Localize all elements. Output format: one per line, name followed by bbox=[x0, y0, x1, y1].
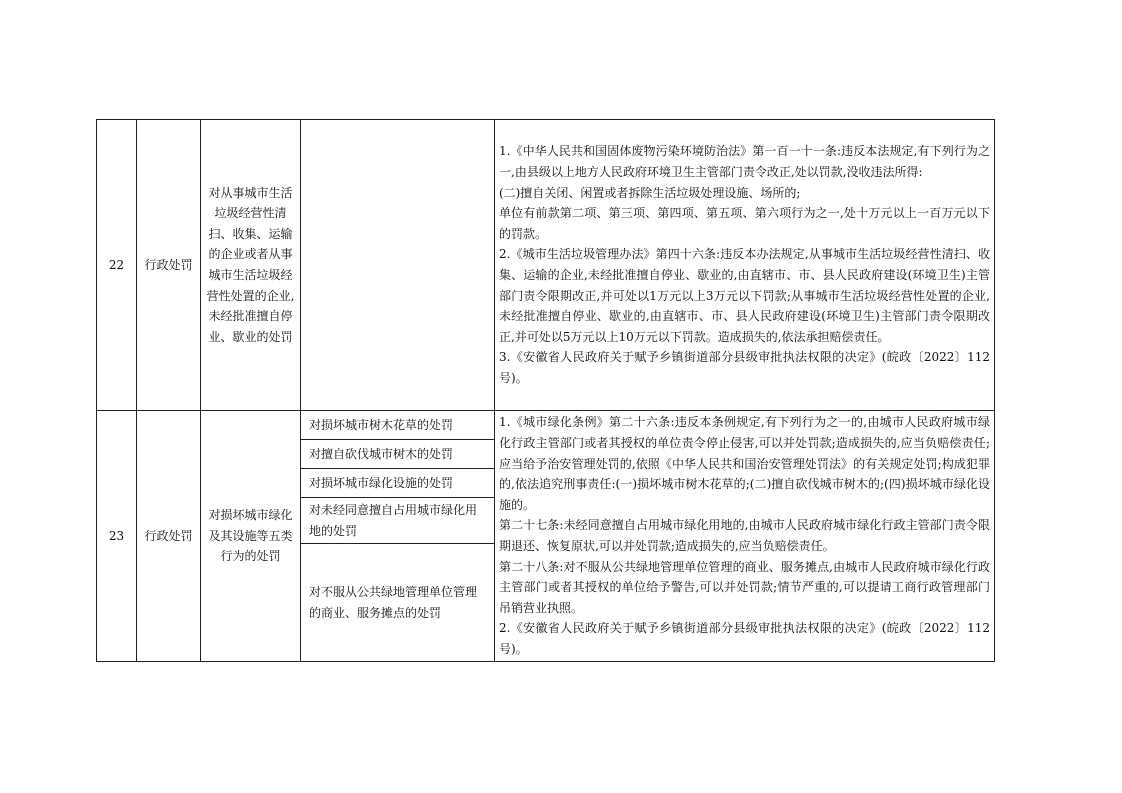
sub-item-list bbox=[301, 411, 494, 661]
legal-basis bbox=[495, 120, 995, 411]
sub-item: 对擅自砍伐城市树木的处罚 bbox=[301, 440, 494, 469]
basis-paragraph: 3.《安徽省人民政府关于赋予乡镇街道部分县级审批执法权限的决定》(皖政〔2022〕112号)。 bbox=[499, 350, 990, 385]
basis-paragraph: 2.《安徽省人民政府关于赋予乡镇街道部分县级审批执法权限的决定》(皖政〔2022〕112号)。 bbox=[499, 621, 990, 656]
table-row bbox=[97, 411, 995, 662]
row-number: 22 bbox=[97, 120, 137, 411]
basis-paragraph: 1.《中华人民共和国固体废物污染环境防治法》第一百一十一条:违反本法规定,有下列行为之一,由县级以上地方人民政府环境卫生主管部门责令改正,处以罚款,没收违法所得: bbox=[499, 144, 990, 180]
authority-type: 行政处罚 bbox=[137, 120, 201, 411]
row-number: 23 bbox=[97, 411, 137, 662]
basis-paragraph: 第二十八条:对不服从公共绿地管理单位管理的商业、服务摊点,由城市人民政府城市绿化行政主管部门或者其授权的单位给予警告,可以并处罚款;情节严重的,可以提请工商行政管理部门吊销营业执照。 bbox=[499, 559, 990, 615]
sub-item bbox=[301, 544, 494, 661]
sub-item: 对损坏城市树木花草的处罚 bbox=[301, 411, 494, 440]
basis-paragraph: 单位有前款第二项、第三项、第四项、第五项、第六项行为之一,处十万元以上一百万元以下的罚款。 bbox=[499, 206, 990, 241]
sub-item-label: 对不服从公共绿地管理单位管理的商业、服务摊点的处罚 bbox=[309, 584, 478, 620]
sub-item: 对未经同意擅自占用城市绿化用地的处罚 bbox=[301, 498, 494, 544]
basis-paragraph: (二)擅自关闭、闲置或者拆除生活垃圾处理设施、场所的; bbox=[499, 185, 801, 200]
basis-paragraph: 2.《城市生活垃圾管理办法》第四十六条:违反本办法规定,从事城市生活垃圾经营性清扫、收集、运输的企业,未经批准擅自停业、歇业的,由直辖市、市、县人民政府建设(环境卫生)主管部门责令限期改正,并可处以1万元以上3万元以下罚款;从事城市生活垃圾经营性处置的企业,未经批准擅自停业、歇业的,由直辖市、市、县人民政府建设(环境卫生)主管部门责令限期改正,并可处以5万元以上10万元以下罚款。造成损失的,依法承担赔偿责任。 bbox=[499, 247, 990, 344]
legal-basis bbox=[495, 411, 995, 662]
sub-item: 对损坏城市绿化设施的处罚 bbox=[301, 469, 494, 498]
authority-item: 对从事城市生活垃圾经营性清扫、收集、运输的企业或者从事城市生活垃圾经营性处置的企业,未经批准擅自停业、歇业的处罚 bbox=[201, 120, 301, 411]
basis-paragraph: 1.《城市绿化条例》第二十六条:违反本条例规定,有下列行为之一的,由城市人民政府城市绿化行政主管部门或者其授权的单位责令停止侵害,可以并处罚款;造成损失的,应当负赔偿责任;应当给予治安管理处罚的,依照《中华人民共和国治安管理处罚法》的有关规定处罚;构成犯罪的,依法追究刑事责任:(一)损坏城市树木花草的;(二)擅自砍伐城市树木的;(四)损坏城市绿化设施的。 bbox=[499, 415, 990, 512]
authority-type: 行政处罚 bbox=[137, 411, 201, 662]
enforcement-table bbox=[96, 119, 995, 662]
basis-paragraph: 第二十七条:未经同意擅自占用城市绿化用地的,由城市人民政府城市绿化行政主管部门责令限期退还、恢复原状,可以并处罚款;造成损失的,应当负赔偿责任。 bbox=[499, 518, 990, 553]
sub-item-cell-empty bbox=[301, 120, 495, 411]
table-row bbox=[97, 120, 995, 411]
sub-item-cell bbox=[301, 411, 495, 662]
authority-item: 对损坏城市绿化及其设施等五类行为的处罚 bbox=[201, 411, 301, 662]
